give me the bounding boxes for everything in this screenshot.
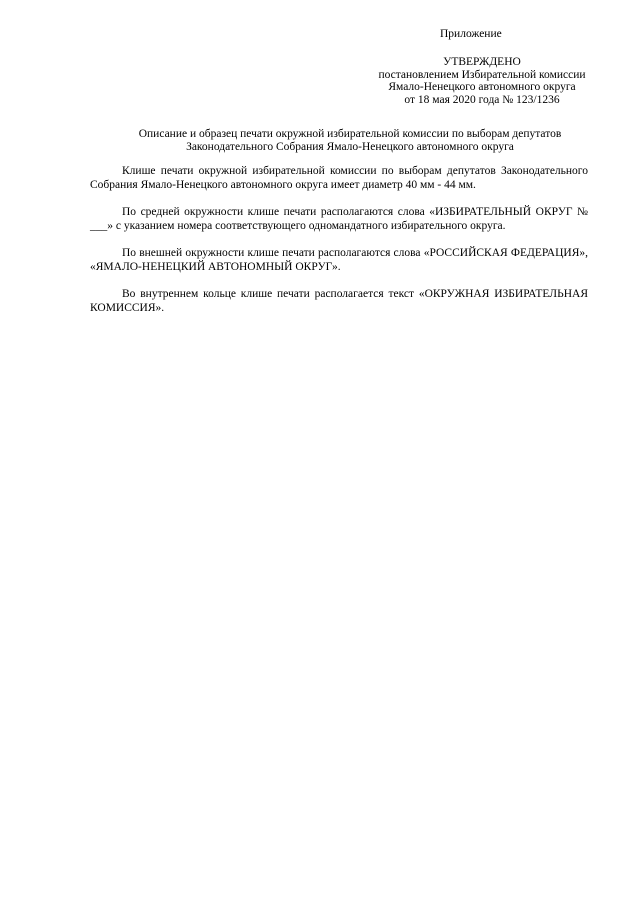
paragraph-outer-circle: По внешней окружности клише печати располагаются слова «РОССИЙСКАЯ ФЕДЕРАЦИЯ», «ЯМАЛО-НЕНЕЦКИЙ АВТОНОМНЫЙ ОКРУГ». <box>90 247 588 273</box>
paragraph-diameter: Клише печати окружной избирательной комиссии по выборам депутатов Законодательного Собрания Ямало-Ненецкого автономного округа имеет диаметр 40 мм - 44 мм. <box>90 165 588 191</box>
paragraph-middle-circle: По средней окружности клише печати располагаются слова «ИЗБИРАТЕЛЬНЫЙ ОКРУГ № ___» с указанием номера соответствующего одномандатного избирательного округа. <box>90 206 588 232</box>
approved-line-2: Ямало-Ненецкого автономного округа <box>388 81 576 93</box>
approved-line-3: от 18 мая 2020 года № 123/1236 <box>404 93 560 106</box>
title-line-1: Описание и образец печати окружной избирательной комиссии по выборам депутатов <box>138 128 562 140</box>
paragraph-inner-ring: Во внутреннем кольце клише печати располагается текст «ОКРУЖНАЯ ИЗБИРАТЕЛЬНАЯ КОМИССИЯ». <box>90 288 588 314</box>
approval-stamp-block <box>352 56 612 106</box>
document-title <box>90 128 610 153</box>
appendix-label: Приложение <box>440 28 502 40</box>
document-body <box>90 165 588 329</box>
approved-heading: УТВЕРЖДЕНО <box>443 56 521 68</box>
title-line-2: Законодательного Собрания Ямало-Ненецкого автономного округа <box>186 140 514 153</box>
approved-line-1: постановлением Избирательной комиссии <box>378 68 586 81</box>
